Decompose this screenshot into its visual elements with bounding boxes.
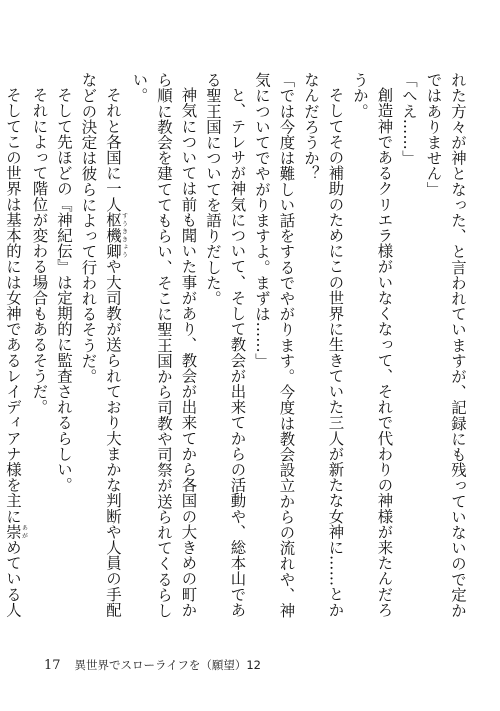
paragraph: そしてその補助のためにこの世界に生きていた三人が新たな女神に……とかなんだろうか？: [302, 72, 345, 618]
ruby-reading: あが: [20, 524, 28, 540]
paragraph: そして先ほどの『神紀伝』は定期的に監査されるらしい。: [55, 87, 73, 493]
paragraph: [0, 72, 27, 632]
ruby-base: 枢機卿: [104, 212, 122, 260]
paragraph: それによって階位が変わる場合もあるそうだ。: [30, 87, 49, 415]
paragraph: れた方々が神となった、と言われていますが、記録にも残っていないので定かではありません」: [424, 72, 467, 618]
paragraph: 「へえ……」: [400, 72, 418, 166]
page-footer: [44, 657, 261, 673]
ruby-reading: すうききょう: [120, 212, 128, 259]
text-segment: めている人: [4, 539, 22, 618]
text-segment: そしてこの世界は基本的には女神であるレイディアナ様を主に: [4, 87, 22, 525]
text-segment: や大司教が送られており大まかな判断や人員の手配などの決定は彼らによって行われるそうだ。: [79, 72, 122, 618]
paragraph: [76, 72, 127, 632]
paragraph: 創造神であるクリエラ様がいなくなって、それで代わりの神様が来たんだろうか。: [351, 72, 394, 618]
paragraph: 「では今度は難しい話をするでやがります。今度は教会設立からの流れや、神気についてでやがりますよ。まずは……」: [253, 72, 296, 618]
ruby-base: 崇: [4, 524, 22, 540]
paragraph: と、テレサが神気について、そして教会が出来てからの活動や、総本山である聖王国についてを語りだした。: [204, 72, 247, 618]
paragraph: 神気については前も聞いた事があり、教会が出来てから各国の大きめの町から順に教会を建ててもらい、そこに聖王国から司教や司祭が送られてくるらしい。: [130, 72, 198, 618]
ruby-annotation: [4, 524, 28, 540]
vertical-body-text: [4, 72, 470, 632]
page-number: 17: [44, 658, 61, 673]
book-title: 異世界でスローライフを（願望）12: [74, 658, 261, 672]
ruby-annotation: [104, 212, 128, 260]
text-segment: それと各国に一人: [104, 87, 122, 213]
